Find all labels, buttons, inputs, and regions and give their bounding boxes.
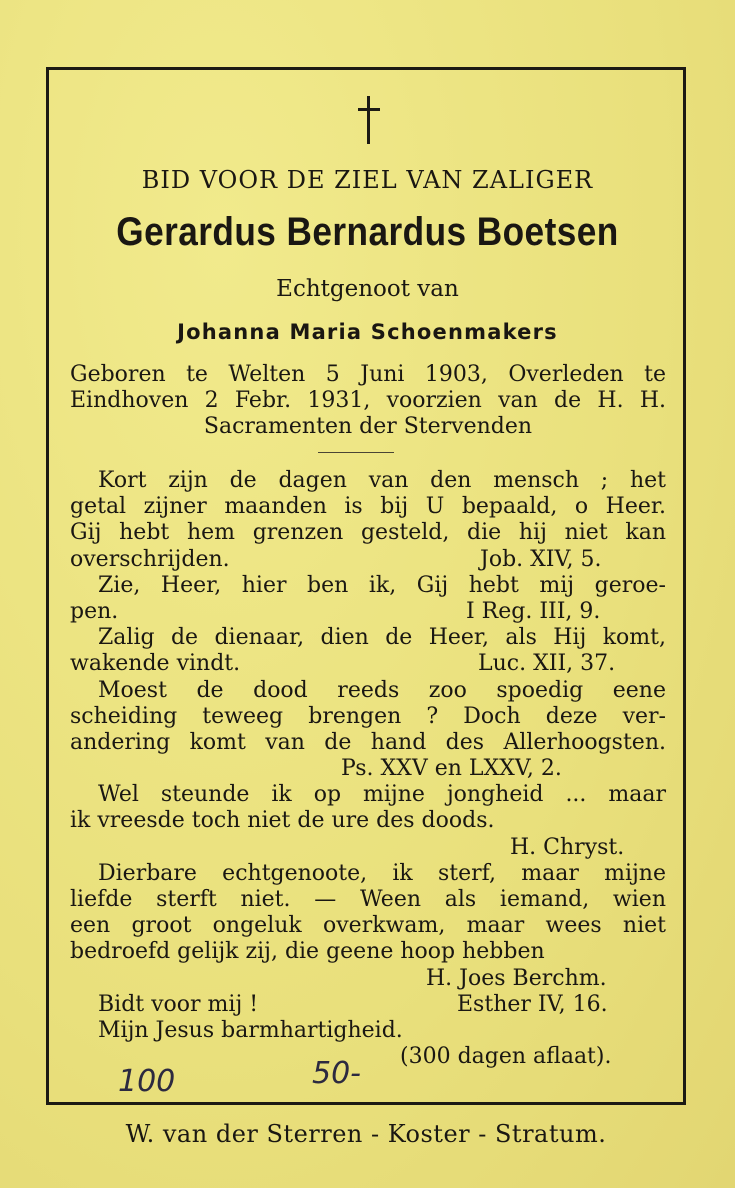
spouse-name: Johanna Maria Schoenmakers <box>177 320 558 344</box>
verse-text: wakende vindt. <box>70 651 241 677</box>
divider <box>318 452 394 453</box>
verse-line: liefde sterft niet. — Ween als iemand, wien <box>70 887 666 912</box>
verse-line-with-ref <box>70 651 666 677</box>
verse-line: Moest de dood reeds zoo spoedig eene <box>98 677 666 703</box>
scripture-reference: Esther IV, 16. <box>457 991 608 1017</box>
verses-block <box>70 468 666 1070</box>
scripture-reference: Ps. XXV en LXXV, 2. <box>341 756 562 782</box>
verse-line-with-ref <box>70 992 666 1018</box>
verse-line: bedroefd gelijk zij, die geene hoop hebben <box>70 939 545 965</box>
scripture-reference: I Reg. III, 9. <box>466 598 601 624</box>
verse-text: Bidt voor mij ! <box>98 991 259 1017</box>
verse-line: getal zijner maanden is bij U bepaald, o Heer. <box>70 494 666 520</box>
verse-line: Kort zijn de dagen van den mensch ; het <box>98 468 666 493</box>
spouse-label: Echtgenoot van <box>276 276 459 302</box>
scripture-reference: H. Chryst. <box>510 834 625 860</box>
birth-line-2: Eindhoven 2 Febr. 1931, voorzien van de H. H. <box>70 388 666 413</box>
birth-line-3: Sacramenten der Stervenden <box>203 414 533 439</box>
verse-text: pen. <box>70 598 119 624</box>
verse-line: Wel steunde ik op mijne jongheid ... maar <box>98 782 666 808</box>
verse-line: ik vreesde toch niet de ure des doods. <box>70 808 495 834</box>
deceased-name: Gerardus Bernardus Boetsen <box>116 210 619 254</box>
scripture-reference: Job. XIV, 5. <box>480 546 602 572</box>
birth-line-1: Geboren te Welten 5 Juni 1903, Overleden te <box>70 362 666 387</box>
verse-line-with-ref <box>70 756 666 782</box>
verse-line-with-ref <box>70 599 666 625</box>
scripture-reference: Luc. XII, 37. <box>478 651 616 677</box>
verse-line: Zie, Heer, hier ben ik, Gij hebt mij geroe- <box>98 572 666 598</box>
verse-line: Zalig de dienaar, dien de Heer, als Hij komt, <box>98 625 666 651</box>
handwritten-number-left: 100 <box>118 1064 176 1099</box>
verse-line: Dierbare echtgenoote, ik sterf, maar mijne <box>98 860 666 886</box>
birth-death-details <box>70 362 666 440</box>
printer-credit: W. van der Sterren - Koster - Stratum. <box>125 1120 607 1148</box>
verse-line: een groot ongeluk overkwam, maar wees niet <box>70 913 666 939</box>
verse-line-with-ref <box>70 835 666 861</box>
heading: BID VOOR DE ZIEL VAN ZALIGER <box>141 166 594 194</box>
verse-line-with-ref <box>70 966 666 992</box>
cross-icon <box>355 96 383 146</box>
verse-line: Gij hebt hem grenzen gesteld, die hij niet kan <box>70 520 666 546</box>
verse-line: scheiding teweeg brengen ? Doch deze ver- <box>70 703 666 729</box>
handwritten-number-right: 50- <box>312 1056 361 1091</box>
indulgence-note: (300 dagen aflaat). <box>400 1044 612 1070</box>
verse-line: Mijn Jesus barmhartigheid. <box>98 1017 403 1043</box>
verse-line-with-ref <box>70 547 666 573</box>
scripture-reference: H. Joes Berchm. <box>426 965 607 991</box>
verse-text: overschrijden. <box>70 546 230 572</box>
verse-line: andering komt van de hand des Allerhoogsten. <box>70 729 666 755</box>
